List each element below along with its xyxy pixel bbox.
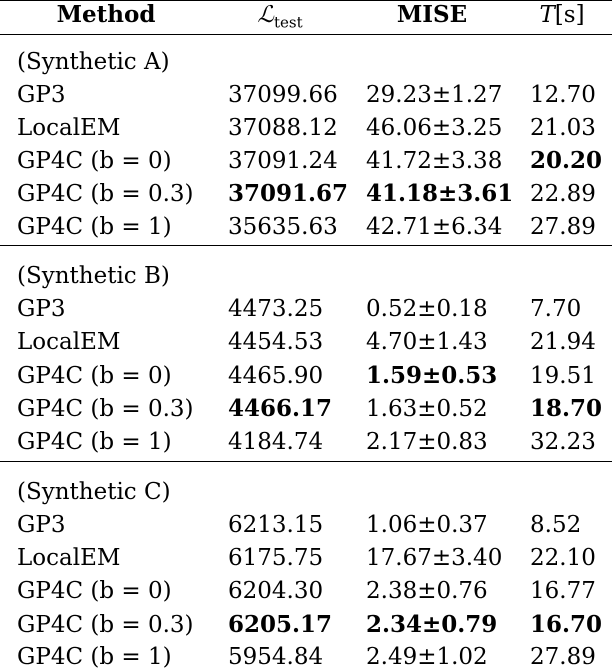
header-time <box>514 0 610 30</box>
header-time-variable: T <box>539 2 555 28</box>
loss-cell-best: 37091.67 <box>228 180 349 207</box>
time-cell: 19.51 <box>530 363 596 389</box>
time-cell: 7.70 <box>530 296 582 322</box>
mise-cell: 0.52±0.18 <box>366 296 488 322</box>
method-cell: GP4C (b = 1) <box>17 214 172 240</box>
mise-cell: 17.67±3.40 <box>366 545 503 571</box>
section-rule-1 <box>0 245 612 246</box>
method-cell: GP4C (b = 0.3) <box>17 396 194 422</box>
mise-cell: 29.23±1.27 <box>366 82 503 108</box>
mise-cell: 42.71±6.34 <box>366 214 503 240</box>
method-cell: GP4C (b = 1) <box>17 644 172 670</box>
method-cell: GP4C (b = 0.3) <box>17 612 194 638</box>
header-loss <box>220 0 340 38</box>
section-title: (Synthetic A) <box>17 49 170 75</box>
loss-cell: 37091.24 <box>228 148 338 174</box>
method-cell: LocalEM <box>17 545 121 571</box>
loss-cell: 6213.15 <box>228 512 324 538</box>
loss-cell: 4454.53 <box>228 329 324 355</box>
mise-cell: 2.49±1.02 <box>366 644 488 670</box>
time-cell: 16.77 <box>530 578 596 604</box>
mise-cell: 46.06±3.25 <box>366 115 503 141</box>
method-cell: GP4C (b = 0.3) <box>17 181 194 207</box>
loss-cell: 5954.84 <box>228 644 324 670</box>
header-method: Method <box>56 1 156 28</box>
time-cell-best: 16.70 <box>530 611 603 638</box>
loss-cell: 37099.66 <box>228 82 338 108</box>
time-cell: 21.03 <box>530 115 596 141</box>
time-cell: 32.23 <box>530 429 596 455</box>
time-cell: 12.70 <box>530 82 596 108</box>
header-rule <box>0 34 612 35</box>
loss-cell: 6175.75 <box>228 545 324 571</box>
time-cell: 22.10 <box>530 545 596 571</box>
method-cell: GP3 <box>17 82 66 108</box>
mise-cell: 41.72±3.38 <box>366 148 503 174</box>
mise-cell: 2.38±0.76 <box>366 578 488 604</box>
loss-cell: 4465.90 <box>228 363 324 389</box>
header-loss-symbol: ℒ <box>257 2 274 28</box>
time-cell: 22.89 <box>530 181 596 207</box>
mise-cell: 1.06±0.37 <box>366 512 488 538</box>
loss-cell: 37088.12 <box>228 115 338 141</box>
section-title: (Synthetic B) <box>17 263 170 289</box>
mise-cell: 4.70±1.43 <box>366 329 488 355</box>
loss-cell-best: 6205.17 <box>228 611 333 638</box>
mise-cell-best: 2.34±0.79 <box>366 611 498 638</box>
time-cell-best: 18.70 <box>530 395 603 422</box>
mise-cell-best: 41.18±3.61 <box>366 180 514 207</box>
time-cell-best: 20.20 <box>530 147 603 174</box>
loss-cell: 35635.63 <box>228 214 338 240</box>
loss-cell-best: 4466.17 <box>228 395 333 422</box>
loss-cell: 4473.25 <box>228 296 324 322</box>
method-cell: GP4C (b = 0) <box>17 363 172 389</box>
method-cell: LocalEM <box>17 115 121 141</box>
time-cell: 8.52 <box>530 512 582 538</box>
mise-cell: 1.63±0.52 <box>366 396 488 422</box>
section-rule-2 <box>0 461 612 462</box>
time-cell: 27.89 <box>530 644 596 670</box>
method-cell: LocalEM <box>17 329 121 355</box>
header-time-unit: [s] <box>554 2 585 28</box>
method-cell: GP3 <box>17 512 66 538</box>
time-cell: 27.89 <box>530 214 596 240</box>
method-cell: GP4C (b = 0) <box>17 578 172 604</box>
loss-cell: 4184.74 <box>228 429 324 455</box>
mise-cell-best: 1.59±0.53 <box>366 362 498 389</box>
method-cell: GP3 <box>17 296 66 322</box>
header-mise: MISE <box>396 1 468 28</box>
loss-cell: 6204.30 <box>228 578 324 604</box>
method-cell: GP4C (b = 1) <box>17 429 172 455</box>
mise-cell: 2.17±0.83 <box>366 429 488 455</box>
method-cell: GP4C (b = 0) <box>17 148 172 174</box>
time-cell: 21.94 <box>530 329 596 355</box>
section-title: (Synthetic C) <box>17 479 171 505</box>
header-loss-subscript: test <box>273 13 303 32</box>
